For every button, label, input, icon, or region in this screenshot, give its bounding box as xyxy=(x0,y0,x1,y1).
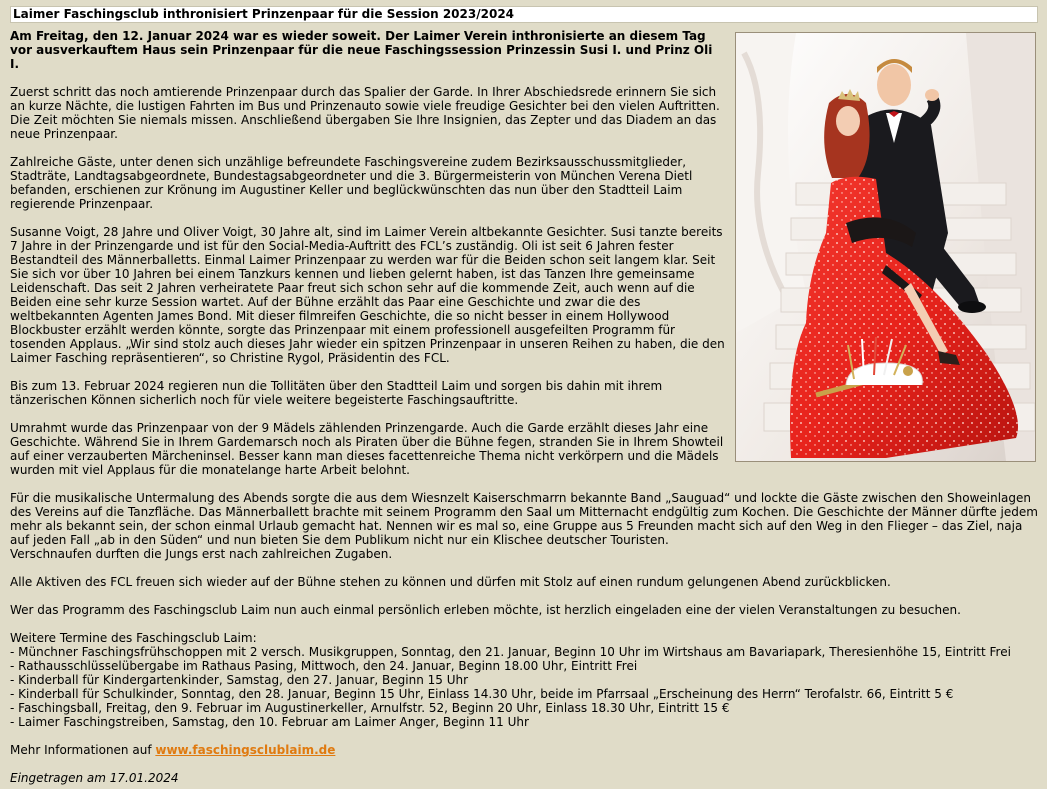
event-item: - Faschingsball, Freitag, den 9. Februar im Augustinerkeller, Arnulfstr. 52, Beginn 20 Uhr, Einlass 18.30 Uhr, Eintritt 15 € xyxy=(10,701,730,715)
article-paragraph xyxy=(10,491,1039,561)
event-item: - Kinderball für Schulkinder, Sonntag, den 28. Januar, Beginn 15 Uhr, Einlass 14.30 Uhr, beide im Pfarrsaal „Erscheinung des Herrn“ Terofalstr. 66, Eintritt 5 € xyxy=(10,687,954,701)
article-paragraph: Susanne Voigt, 28 Jahre und Oliver Voigt, 30 Jahre alt, sind im Laimer Verein altbekannte Gesichter. Susi tanzte bereits 7 Jahre in der Prinzengarde und ist für den Social-Media-Auftritt des FCL’s zuständig. Oli ist seit 6 Jahren fester Bestandteil des Männerballetts. Einmal Laimer Prinzenpaar zu werden war für die Beiden schon seit langem klar. Seit Sie sich vor über 10 Jahren bei einem Tanzkurs kennen und lieben gelernt haben, ist das Tanzen Ihre gemeinsame Leidenschaft. Das seit 2 Jahren verheiratete Paar freut sich schon sehr auf die kommende Zeit, auch wenn auf die Beiden eine sehr kurze Session wartet. Auf der Bühne erzählt das Paar eine Geschichte und zwar die des weltbekannten Agenten James Bond. Mit dieser filmreifen Geschichte, die so nicht besser in einem Hollywood Blockbuster erzählt werden könnte, sorgte das Prinzenpaar mit einem professionell ausgefeilten Programm für tosenden Applaus. „Wir sind stolz auch dieses Jahr wieder ein spitzen Prinzenpaar in unseren Reihen zu haben, die den Laimer Fasching repräsentieren“, so Christine Rygol, Präsidentin des FCL. xyxy=(10,225,725,365)
article-body xyxy=(10,29,1039,785)
events-list xyxy=(10,645,1039,729)
article-paragraph: Wer das Programm des Faschingsclub Laim nun auch einmal persönlich erleben möchte, ist herzlich eingeladen eine der vielen Veranstaltungen zu besuchen. xyxy=(10,603,961,617)
posted-date: Eingetragen am 17.01.2024 xyxy=(10,771,179,785)
website-link[interactable]: www.faschingsclublaim.de xyxy=(155,743,336,757)
event-item: - Münchner Faschingsfrühschoppen mit 2 versch. Musikgruppen, Sonntag, den 21. Januar, Beginn 10 Uhr im Wirtshaus am Bavariapark, Theresienhöhe 15, Eintritt Frei xyxy=(10,645,1011,659)
article-headline: Laimer Faschingsclub inthronisiert Prinzenpaar für die Session 2023/2024 xyxy=(10,6,1038,23)
article-paragraph: Alle Aktiven des FCL freuen sich wieder auf der Bühne stehen zu können und dürfen mit Stolz auf einen rundum gelungenen Abend zurückblicken. xyxy=(10,575,891,589)
event-item: - Laimer Faschingstreiben, Samstag, den 10. Februar am Laimer Anger, Beginn 11 Uhr xyxy=(10,715,529,729)
article-paragraph-text: Verschnaufen durften die Jungs erst nach zahlreichen Zugaben. xyxy=(10,547,393,561)
events-title: Weitere Termine des Faschingsclub Laim: xyxy=(10,631,257,645)
article-paragraph: Umrahmt wurde das Prinzenpaar von der 9 Mädels zählenden Prinzengarde. Auch die Garde erzählt dieses Jahr eine Geschichte. Während Sie in Ihrem Gardemarsch noch als Piraten über die Bühne fegen, stranden Sie in Ihrem Showteil auf einer verzauberten Märcheninsel. Besser kann man dieses facettenreiche Thema nicht verkörpern und die Mädels wurden mit viel Applaus für die monatelange harte Arbeit belohnt. xyxy=(10,421,724,477)
article-paragraph: Zahlreiche Gäste, unter denen sich unzählige befreundete Faschingsvereine zudem Bezirksausschussmitglieder, Stadträte, Landtagsabgeordnete, Bundestagsabgeordneter und die 3. Bürgermeisterin von München Verena Dietl befanden, erschienen zur Krönung im Augustiner Keller und beglückwünschten das nun über den Stadtteil Laim regierende Prinzenpaar. xyxy=(10,155,693,211)
article-paragraph: Zuerst schritt das noch amtierende Prinzenpaar durch das Spalier der Garde. In Ihrer Abschiedsrede erinnern Sie sich an kurze Nächte, die lustigen Fahrten im Bus und Prinzenauto sowie viele freudige Gesichter bei den vielen Auftritten. Die Zeit möchten Sie niemals missen. Anschließend übergaben Sie Ihre Insignien, das Zepter und das Diadem an das neue Prinzenpaar. xyxy=(10,85,720,141)
article-paragraph: Bis zum 13. Februar 2024 regieren nun die Tollitäten über den Stadtteil Laim und sorgen bis dahin mit ihrem tänzerischen Können sicherlich noch für viele weitere begeisterte Faschingsauftritte. xyxy=(10,379,663,407)
event-item: - Rathausschlüsselübergabe im Rathaus Pasing, Mittwoch, den 24. Januar, Beginn 18.00 Uhr, Eintritt Frei xyxy=(10,659,638,673)
more-info-label: Mehr Informationen auf xyxy=(10,743,156,757)
article-lead: Am Freitag, den 12. Januar 2024 war es wieder soweit. Der Laimer Verein inthronisierte an diesem Tag vor ausverkauftem Haus sein Prinzenpaar für die neue Faschingssession Prinzessin Susi I. und Prinz Oli I. xyxy=(10,29,713,71)
event-item: - Kinderball für Kindergartenkinder, Samstag, den 27. Januar, Beginn 15 Uhr xyxy=(10,673,469,687)
prince-couple-photo xyxy=(735,32,1036,462)
article-paragraph-text: Für die musikalische Untermalung des Abends sorgte die aus dem Wiesnzelt Kaiserschmarrn bekannte Band „Sauguad“ und lockte die Gäste zwischen den Showeinlagen des Vereins auf die Tanzfläche. Das Männerballett brachte mit seinem Programm den Saal um Mitternacht endgültig zum Kochen. Die Geschichte der Männer dürfte jedem mehr als bekannt sein, der schon einmal Urlaub gemacht hat. Nennen wir es mal so, eine Gruppe aus 5 Freunden macht sich auf den Weg in den Flieger – das Ziel, naja auf jeden Fall „ab in den Süden“ und nun bieten Sie dem Publikum nicht nur ein Klischee deutscher Touristen. xyxy=(10,491,1038,547)
more-info xyxy=(10,743,1039,757)
